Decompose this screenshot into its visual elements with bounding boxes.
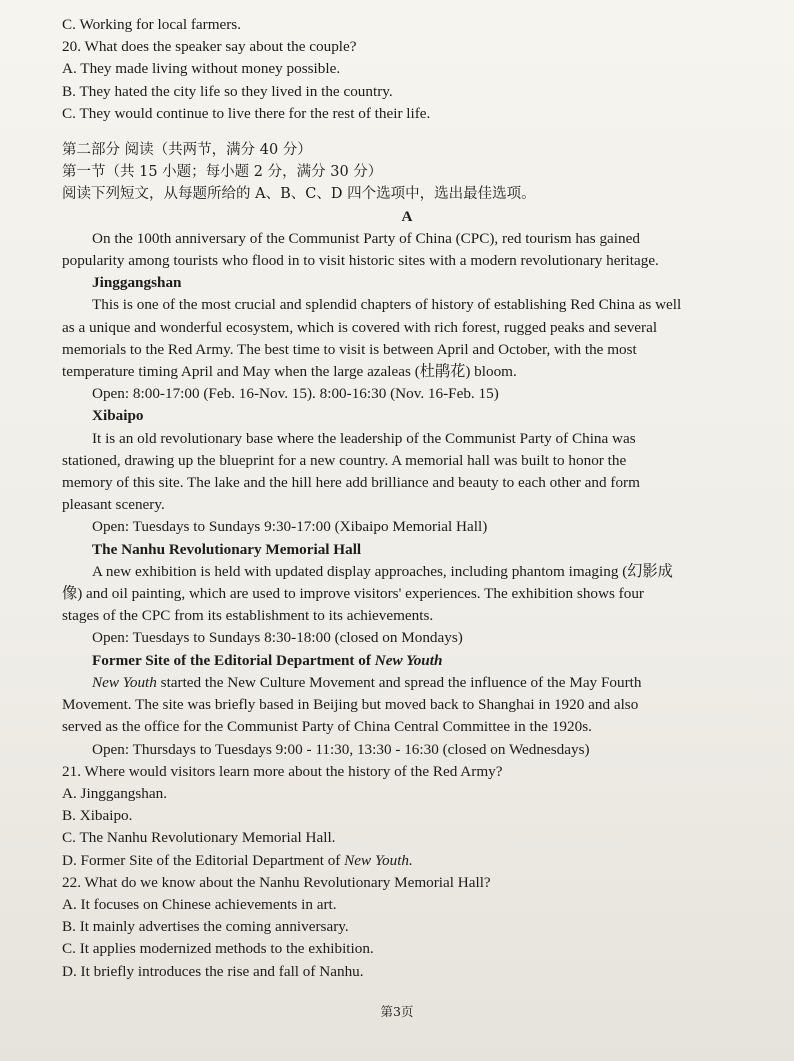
site-title-jinggangshan: Jinggangshan — [92, 274, 182, 292]
nanhu-line-3: stages of the CPC from its establishment to its achievements. — [62, 607, 434, 625]
q21-option-d-text: D. Former Site of the Editorial Department of — [62, 851, 345, 869]
new-youth-line-1 — [62, 672, 752, 694]
jinggangshan-line-1: This is one of the most crucial and splendid chapters of history of establishing Red China as well — [92, 296, 682, 314]
spacer — [62, 125, 752, 139]
new-youth-title-text: Former Site of the Editorial Department of — [92, 651, 375, 669]
q20-option-b: B. They hated the city life so they lived in the country. — [62, 82, 393, 100]
q21-option-b: B. Xibaipo. — [62, 807, 133, 825]
site-title-nanhu: The Nanhu Revolutionary Memorial Hall — [92, 540, 362, 558]
intro-line-1: On the 100th anniversary of the Communist Party of China (CPC), red tourism has gained — [92, 229, 640, 247]
passage-label: A — [401, 207, 413, 225]
section-sub-heading: 第一节（共 15 小题；每小题 2 分，满分 30 分） — [62, 164, 383, 181]
q22-stem: 22. What do we know about the Nanhu Revolutionary Memorial Hall? — [62, 873, 491, 891]
q22-option-d: D. It briefly introduces the rise and fall of Nanhu. — [62, 962, 364, 980]
nanhu-open-hours: Open: Tuesdays to Sundays 8:30-18:00 (closed on Mondays) — [92, 629, 463, 647]
xibaipo-line-1: It is an old revolutionary base where the leadership of the Communist Party of China was — [92, 429, 636, 447]
q22-option-c: C. It applies modernized methods to the exhibition. — [62, 940, 374, 958]
site-title-xibaipo: Xibaipo — [92, 407, 144, 425]
xibaipo-open-hours: Open: Tuesdays to Sundays 9:30-17:00 (Xibaipo Memorial Hall) — [92, 518, 488, 536]
xibaipo-line-4: pleasant scenery. — [62, 496, 165, 514]
page-number: 第3页 — [380, 1004, 414, 1019]
new-youth-title-italic: New Youth — [374, 651, 443, 669]
new-youth-line-1-text: started the New Culture Movement and spread the influence of the May Fourth — [156, 673, 642, 691]
new-youth-line-2: Movement. The site was briefly based in Beijing but moved back to Shanghai in 1920 and also — [62, 696, 639, 714]
new-youth-line-3: served as the office for the Communist Party of China Central Committee in the 1920s. — [62, 718, 592, 736]
q20-option-a: A. They made living without money possible. — [62, 60, 341, 78]
new-youth-open-hours: Open: Thursdays to Tuesdays 9:00 - 11:30, 13:30 - 16:30 (closed on Wednesdays) — [92, 740, 590, 758]
page-content — [62, 14, 752, 983]
q21-option-d — [62, 850, 752, 872]
xibaipo-line-3: memory of this site. The lake and the hill here add brilliance and beauty to each other and form — [62, 474, 640, 492]
q21-option-d-italic: New Youth. — [344, 851, 413, 869]
nanhu-line-2: 像) and oil painting, which are used to improve visitors' experiences. The exhibition shows four — [62, 585, 644, 603]
section-instructions: 阅读下列短文，从每题所给的 A、B、C、D 四个选项中，选出最佳选项。 — [62, 186, 536, 203]
jinggangshan-open-hours: Open: 8:00-17:00 (Feb. 16-Nov. 15). 8:00-16:30 (Nov. 16-Feb. 15) — [92, 385, 499, 403]
q22-option-a: A. It focuses on Chinese achievements in art. — [62, 895, 337, 913]
q20-stem: 20. What does the speaker say about the couple? — [62, 38, 357, 56]
q21-stem: 21. Where would visitors learn more about the history of the Red Army? — [62, 762, 503, 780]
section-part-heading: 第二部分 阅读（共两节，满分 40 分） — [62, 142, 312, 159]
q22-option-b: B. It mainly advertises the coming anniversary. — [62, 918, 349, 936]
q20-option-c: C. They would continue to live there for the rest of their life. — [62, 104, 431, 122]
xibaipo-line-2: stationed, drawing up the blueprint for a new country. A memorial hall was built to honor the — [62, 451, 627, 469]
jinggangshan-line-4: temperature timing April and May when the large azaleas (杜鹃花) bloom. — [62, 363, 517, 381]
q21-option-a: A. Jinggangshan. — [62, 784, 168, 802]
intro-line-2: popularity among tourists who flood in to visit historic sites with a modern revolutionary heritage. — [62, 252, 659, 270]
site-title-new-youth — [62, 650, 752, 672]
q19-option-c: C. Working for local farmers. — [62, 16, 242, 33]
new-youth-italic: New Youth — [92, 673, 157, 691]
q21-option-c: C. The Nanhu Revolutionary Memorial Hall. — [62, 829, 336, 847]
jinggangshan-line-3: memorials to the Red Army. The best time to visit is between April and October, with the most — [62, 340, 637, 358]
nanhu-line-1: A new exhibition is held with updated display approaches, including phantom imaging (幻影成 — [92, 562, 673, 580]
jinggangshan-line-2: as a unique and wonderful ecosystem, which is covered with rich forest, rugged peaks and several — [62, 318, 658, 336]
